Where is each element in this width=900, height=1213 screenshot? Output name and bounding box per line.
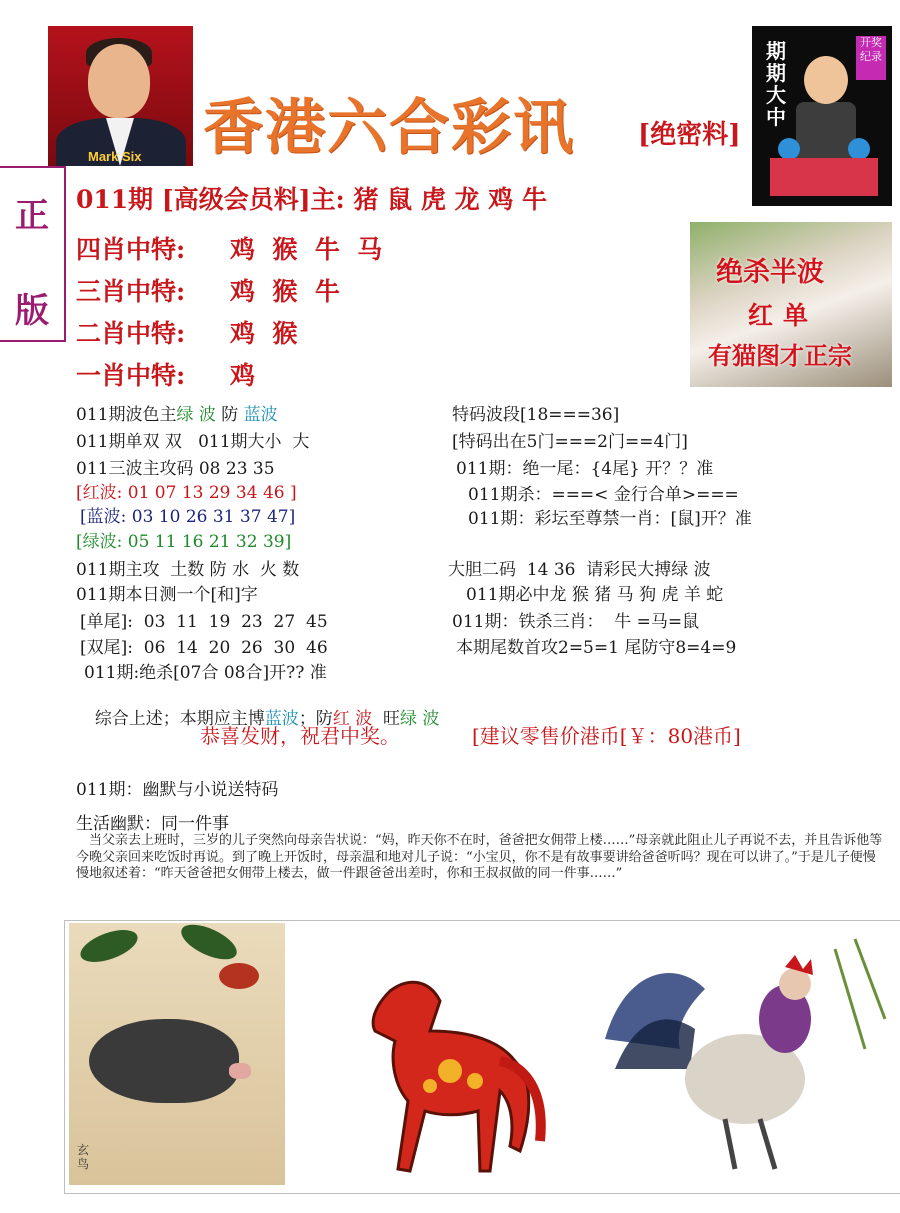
tail-line: 011期：绝一尾：{4尾} 开？？准	[456, 459, 714, 479]
main-attack-line: 011期主攻 土数 防 水 火 数	[76, 560, 300, 580]
summary-blue: 蓝波	[264, 709, 299, 729]
pig-seal: 玄鸟	[77, 1143, 90, 1171]
wave-prefix: 011期波色主	[76, 405, 177, 425]
cartoon-text: 期期大中	[766, 39, 786, 129]
pick-value-2: 鸡 猴	[230, 319, 298, 348]
door-line: [特码出在5门===2门==4门]	[452, 432, 688, 452]
horse-illustration	[350, 971, 560, 1176]
pick-label-1: 一肖中特:	[76, 361, 186, 390]
congrats-text: 恭喜发财，祝君中奖。	[200, 724, 400, 748]
humor-heading: 011期：幽默与小说送特码	[76, 780, 279, 800]
wave-main: 绿 波	[176, 405, 216, 425]
page-title: 香港六合彩讯	[203, 93, 575, 163]
portrait-caption: Mark Six	[88, 149, 142, 164]
authentic-badge	[0, 166, 66, 342]
summary-prefix: 综合上述；本期应主博	[94, 709, 265, 729]
cartoon-tag: 开奖纪录	[856, 36, 886, 80]
zodiac-images	[64, 920, 900, 1194]
main-line: 011期 [高级会员料]主: 猪 鼠 虎 龙 鸡 牛	[76, 185, 547, 214]
portrait-photo	[48, 26, 193, 166]
tail-attack-line: 本期尾数首攻2=5=1 尾防守8=4=9	[456, 638, 737, 658]
green-wave-line: [绿波: 05 11 16 21 32 39]	[76, 532, 292, 552]
must-dragon-line: 011期必中龙 猴 猪 马 狗 虎 羊 蛇	[466, 585, 724, 605]
range-line: 特码波段[18===36]	[452, 405, 620, 425]
rooster-painting	[585, 929, 895, 1184]
summary-mid: ；防	[298, 709, 333, 729]
page-subtitle: [绝密料]	[638, 120, 741, 150]
price-text: [建议零售价港币[￥：80港币]	[472, 724, 741, 748]
cat-line-1: 绝杀半波	[716, 257, 824, 288]
pick-value-3: 鸡 猴 牛	[230, 277, 340, 306]
pick-value-4: 鸡 猴 牛 马	[230, 235, 383, 264]
kill-line: 011期:绝杀[07合 08合]开?? 准	[84, 663, 327, 683]
cartoon-image	[752, 26, 892, 206]
humor-story: 当父亲去上班时，三岁的儿子突然向母亲告状说：“妈，昨天你不在时，爸爸把女佣带上楼……”母亲就此阻止儿子再说不去，并且告诉他等今晚父亲回来吃饭时再说。到了晚上开饭时，母亲温和地对儿子说：“小宝贝，你不是有故事要讲给爸爸听吗？现在可以讲了。”于是儿子便慢慢地叙述着：“昨天爸爸把女佣带上楼去，做一件跟爸爸出差时，你和王叔叔做的同一件事……”	[76, 833, 883, 881]
odd-even-line: 011期单双 双 011期大小 大	[76, 432, 310, 452]
summary-green: 绿 波	[400, 709, 440, 729]
kill-set-line: 011期杀：===< 金行合单>===	[468, 485, 739, 505]
pick-label-2: 二肖中特:	[76, 319, 186, 348]
wave-line	[76, 400, 278, 425]
forum-line: 011期：彩坛至尊禁一肖：[鼠]开？准	[468, 509, 752, 529]
badge-char-1: 正	[15, 196, 49, 236]
cat-line-3: 有猫图才正宗	[708, 341, 852, 370]
iron-kill-line: 011期：铁杀三肖： 牛 =马=鼠	[452, 612, 700, 632]
pick-value-1: 鸡	[230, 361, 256, 390]
bold-two-line: 大胆二码 14 36 请彩民大搏绿 波	[448, 560, 711, 580]
badge-char-2: 版	[15, 291, 49, 331]
cat-line-2: 红单	[748, 301, 819, 330]
wave-guard: 蓝波	[243, 405, 278, 425]
pig-painting	[69, 923, 285, 1185]
pick-label-3: 三肖中特:	[76, 277, 186, 306]
double-tail-line: [双尾]: 06 14 20 26 30 46	[80, 638, 328, 658]
single-tail-line: [单尾]: 03 11 19 23 27 45	[80, 612, 328, 632]
three-wave-line: 011三波主攻码 08 23 35	[76, 459, 275, 479]
cat-image-box	[690, 222, 892, 387]
pick-label-4: 四肖中特:	[76, 235, 186, 264]
blue-wave-line: [蓝波: 03 10 26 31 37 47]	[80, 507, 296, 527]
wave-mid: 防	[215, 405, 244, 425]
summary-red: 红 波	[332, 709, 373, 729]
summary-wang: 旺	[372, 709, 401, 729]
red-wave-line: [红波: 01 07 13 29 34 46 ]	[76, 483, 297, 503]
daily-word-line: 011期本日测一个[和]字	[76, 585, 258, 605]
humor-subheading: 生活幽默：同一件事	[76, 814, 229, 834]
